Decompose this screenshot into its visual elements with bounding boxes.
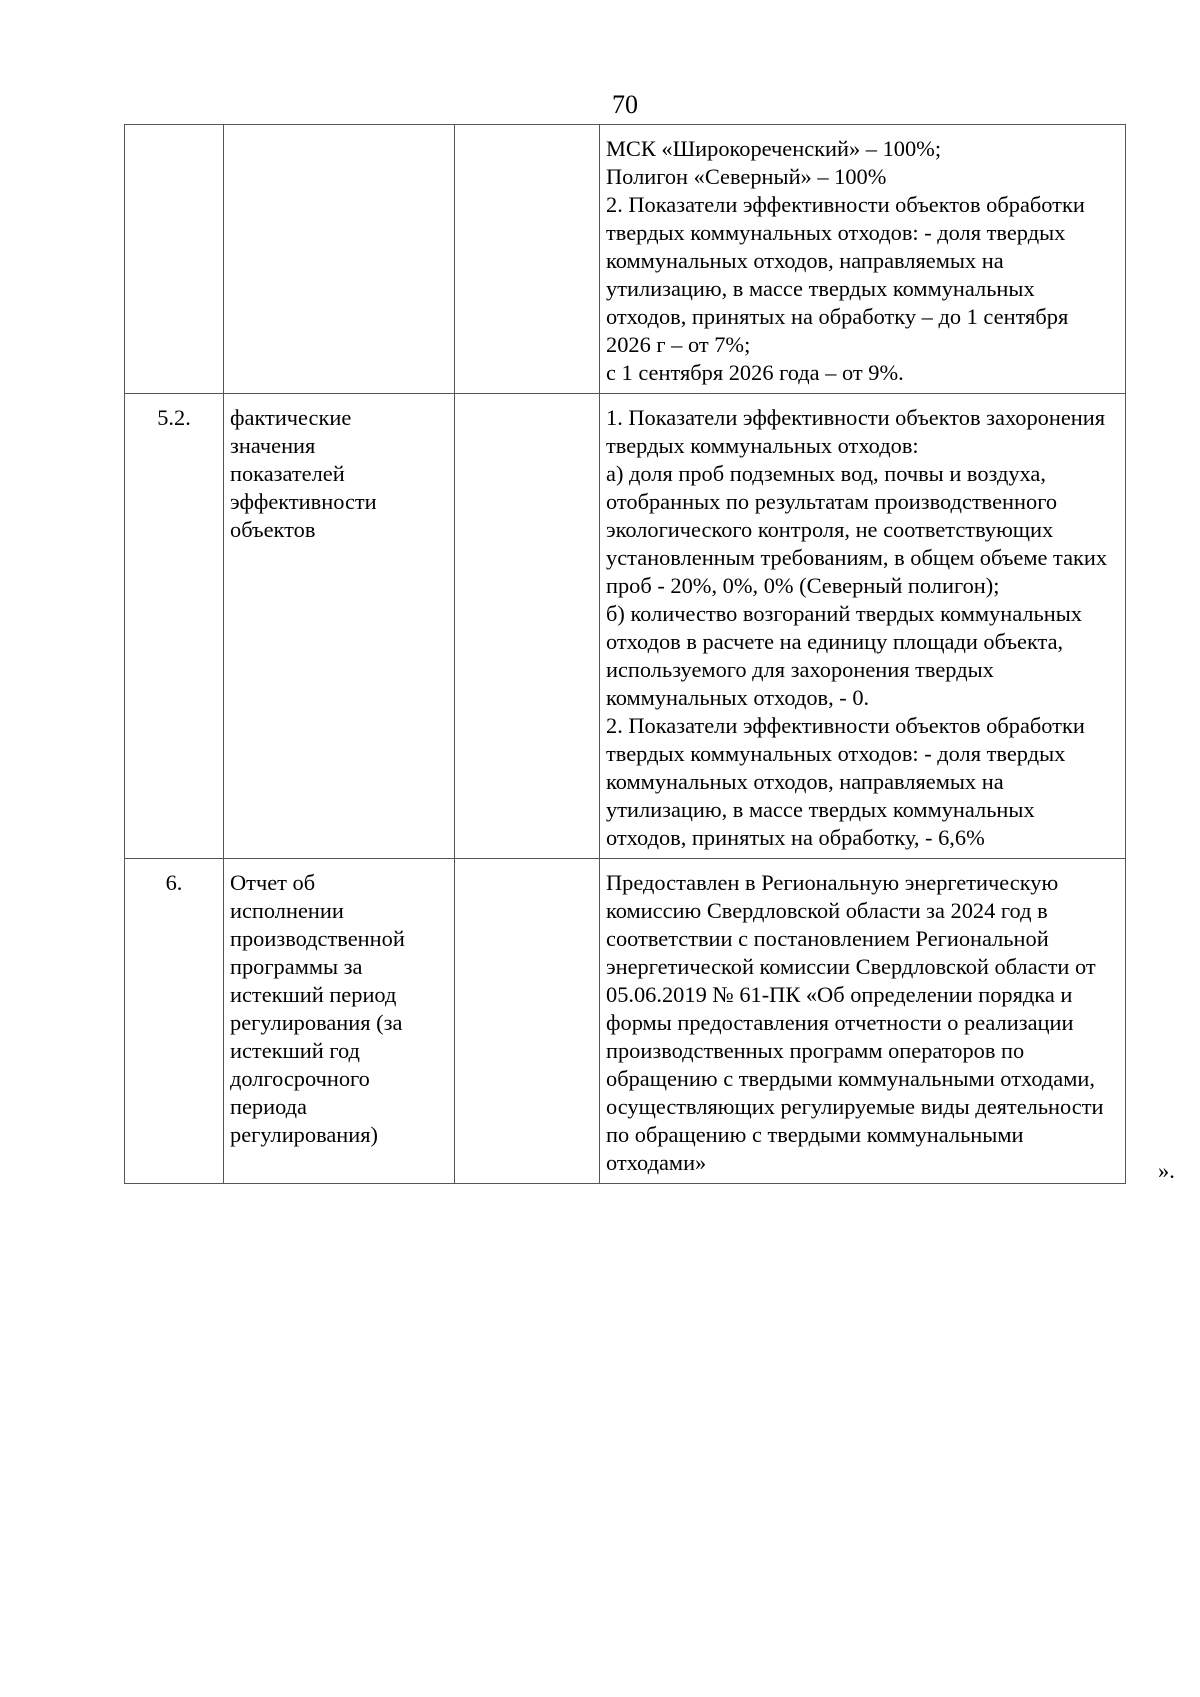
item-name-cell — [224, 394, 455, 859]
item-name-line: Отчет об — [230, 870, 316, 895]
description-line: формы предоставления отчетности о реализации — [606, 1010, 1074, 1035]
description-line: 05.06.2019 № 61-ПК «Об определении порядка и — [606, 982, 1073, 1007]
description-line: установленным требованиям, в общем объеме таких — [606, 545, 1108, 570]
description-line: МСК «Широкореченский» – 100%; — [606, 136, 942, 161]
item-name-line: регулирования) — [230, 1122, 379, 1147]
description-line: а) доля проб подземных вод, почвы и воздуха, — [606, 461, 1046, 486]
table-row — [125, 394, 1126, 859]
description-line: с 1 сентября 2026 года – от 9%. — [606, 360, 904, 385]
item-name-line: регулирования (за — [230, 1010, 403, 1035]
description-line: Предоставлен в Региональную энергетическую — [606, 870, 1059, 895]
item-name-line: программы за — [230, 954, 363, 979]
description-line: твердых коммунальных отходов: — [606, 433, 919, 458]
item-name-cell — [224, 125, 455, 394]
description-line: Полигон «Северный» – 100% — [606, 164, 887, 189]
description-line: коммунальных отходов, - 0. — [606, 685, 870, 710]
description-line: комиссию Свердловской области за 2024 год в — [606, 898, 1048, 923]
description-line: твердых коммунальных отходов: - доля твердых — [606, 220, 1066, 245]
item-name-line: объектов — [230, 517, 316, 542]
description-line: коммунальных отходов, направляемых на — [606, 769, 1004, 794]
empty-cell — [455, 394, 600, 859]
description-line: утилизацию, в массе твердых коммунальных — [606, 797, 1035, 822]
description-line: экологического контроля, не соответствующих — [606, 517, 1054, 542]
description-line: проб - 20%, 0%, 0% (Северный полигон); — [606, 573, 1000, 598]
table-body — [125, 125, 1126, 1184]
item-name-line: фактические — [230, 405, 352, 430]
description-line: б) количество возгораний твердых коммунальных — [606, 601, 1082, 626]
item-name-line: показателей — [230, 461, 345, 486]
description-line: по обращению с твердыми коммунальными — [606, 1122, 1024, 1147]
description-line: 2. Показатели эффективности объектов обработки — [606, 713, 1085, 738]
closing-quote-mark: ». — [1158, 1158, 1175, 1183]
table-row — [125, 125, 1126, 394]
item-name-cell — [224, 859, 455, 1184]
description-line: коммунальных отходов, направляемых на — [606, 248, 1004, 273]
item-name-line: истекший год — [230, 1038, 360, 1063]
description-line: используемого для захоронения твердых — [606, 657, 994, 682]
description-line: отобранных по результатам производственного — [606, 489, 1058, 514]
description-line: 2. Показатели эффективности объектов обработки — [606, 192, 1085, 217]
description-line: 2026 г – от 7%; — [606, 332, 751, 357]
description-line: производственных программ операторов по — [606, 1038, 1025, 1063]
item-name-line: периода — [230, 1094, 307, 1119]
row-number-cell: 6. — [125, 859, 224, 1184]
empty-cell — [455, 125, 600, 394]
description-line: 1. Показатели эффективности объектов захоронения — [606, 405, 1106, 430]
description-line: энергетической комиссии Свердловской области от — [606, 954, 1096, 979]
page-number: 70 — [612, 90, 638, 119]
row-number-cell — [125, 125, 224, 394]
item-name-line: значения — [230, 433, 316, 458]
description-cell — [600, 125, 1126, 394]
document-table — [124, 124, 1126, 1184]
description-line: отходов, принятых на обработку, - 6,6% — [606, 825, 985, 850]
description-line: утилизацию, в массе твердых коммунальных — [606, 276, 1035, 301]
table-row — [125, 859, 1126, 1184]
description-line: отходов в расчете на единицу площади объекта, — [606, 629, 1064, 654]
description-cell — [600, 859, 1126, 1184]
item-name-line: эффективности — [230, 489, 377, 514]
item-name-line: производственной — [230, 926, 405, 951]
empty-cell — [455, 859, 600, 1184]
item-name-line: долгосрочного — [230, 1066, 370, 1091]
description-cell — [600, 394, 1126, 859]
description-line: отходов, принятых на обработку – до 1 сентября — [606, 304, 1069, 329]
description-line: твердых коммунальных отходов: - доля твердых — [606, 741, 1066, 766]
description-line: соответствии с постановлением Региональной — [606, 926, 1049, 951]
item-name-line: истекший период — [230, 982, 397, 1007]
description-line: отходами» — [606, 1150, 707, 1175]
description-line: осуществляющих регулируемые виды деятельности — [606, 1094, 1104, 1119]
item-name-line: исполнении — [230, 898, 344, 923]
description-line: обращению с твердыми коммунальными отходами, — [606, 1066, 1095, 1091]
row-number-cell: 5.2. — [125, 394, 224, 859]
